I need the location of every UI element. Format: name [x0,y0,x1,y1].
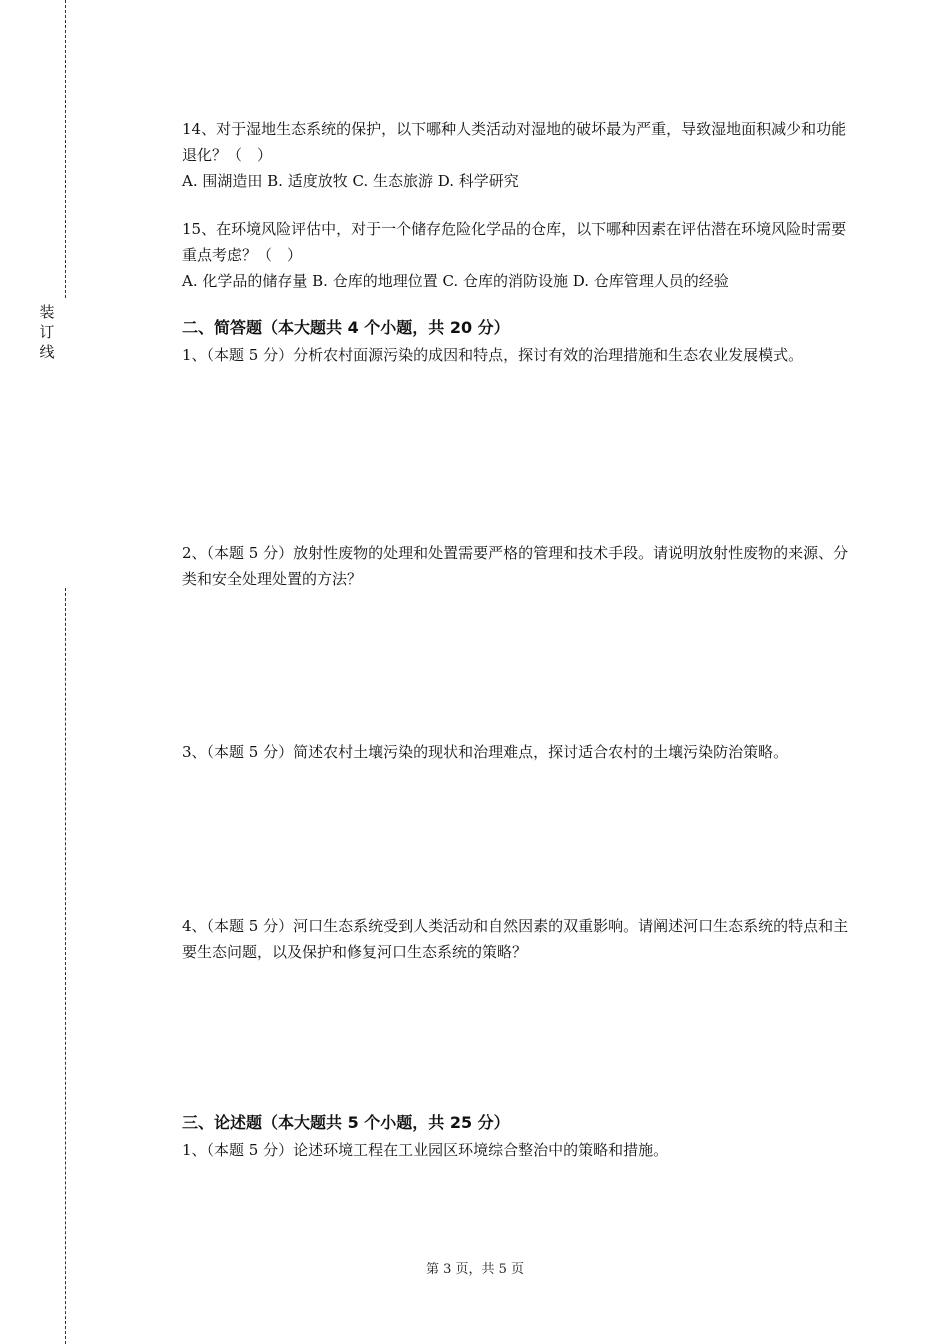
question-14-stem: 14、对于湿地生态系统的保护，以下哪种人类活动对湿地的破坏最为严重，导致湿地面积减少和功能退化？（ ） [182,120,847,164]
question-14 [182,116,852,194]
binding-char: 装 [39,303,55,321]
essay-question-1 [182,1137,852,1163]
binding-dashed-line-top [65,0,66,298]
short-answer-question-3 [182,739,882,765]
binding-dashed-line-bottom [65,588,66,1344]
short-answer-question-2 [182,540,852,592]
page-number: 第 3 页，共 5 页 [425,1262,525,1277]
question-15 [182,216,852,294]
binding-label [36,302,58,362]
question-15-stem: 15、在环境风险评估中，对于一个储存危险化学品的仓库，以下哪种因素在评估潜在环境风险时需要重点考虑？（ ） [182,220,847,264]
short-answer-question-3-text: 3、（本题 5 分）简述农村土壤污染的现状和治理难点，探讨适合农村的土壤污染防治策略。 [182,743,789,761]
short-answer-question-1 [182,342,852,368]
question-14-options: A. 围湖造田 B. 适度放牧 C. 生态旅游 D. 科学研究 [182,172,519,190]
binding-char: 订 [39,323,55,341]
short-answer-question-4 [182,913,852,965]
section-3-title: 三、论述题（本大题共 5 个小题，共 25 分） [182,1113,510,1132]
section-2-title: 二、简答题（本大题共 4 个小题，共 20 分） [182,318,510,337]
short-answer-question-2-text: 2、（本题 5 分）放射性废物的处理和处置需要严格的管理和技术手段。请说明放射性废物的来源、分类和安全处理处置的方法？ [182,544,849,588]
binding-char: 线 [39,343,55,361]
question-15-options: A. 化学品的储存量 B. 仓库的地理位置 C. 仓库的消防设施 D. 仓库管理人员的经验 [182,272,729,290]
short-answer-question-4-text: 4、（本题 5 分）河口生态系统受到人类活动和自然因素的双重影响。请阐述河口生态系统的特点和主要生态问题，以及保护和修复河口生态系统的策略？ [182,917,849,961]
short-answer-question-1-text: 1、（本题 5 分）分析农村面源污染的成因和特点，探讨有效的治理措施和生态农业发展模式。 [182,346,804,364]
essay-question-1-text: 1、（本题 5 分）论述环境工程在工业园区环境综合整治中的策略和措施。 [182,1141,669,1159]
